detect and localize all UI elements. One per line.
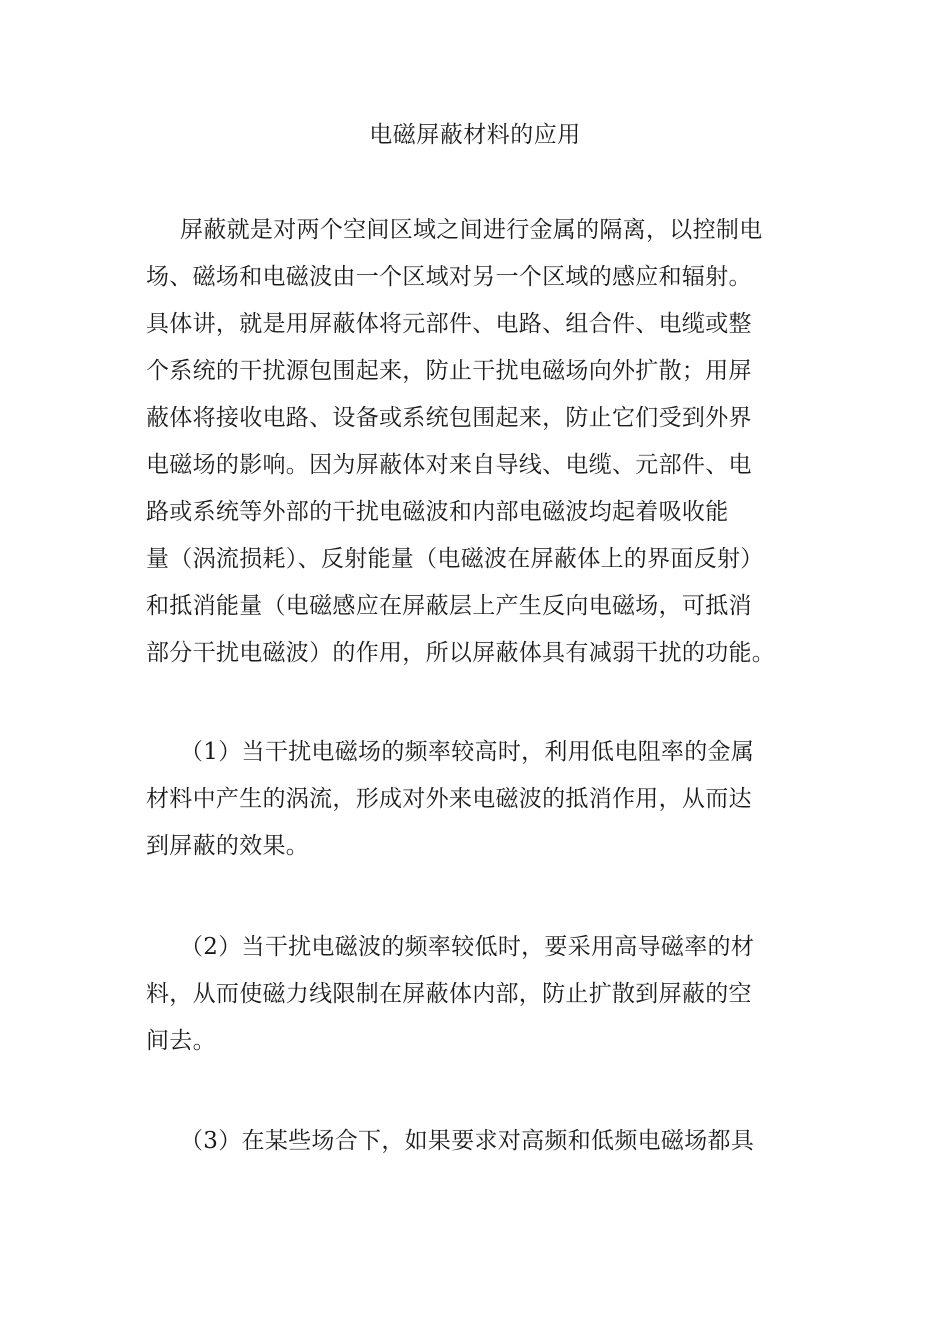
list-item-line: 料，从而使磁力线限制在屏蔽体内部，防止扩散到屏蔽的空 [146,981,752,1007]
paragraph-line: 场、磁场和电磁波由一个区域对另一个区域的感应和辐射。 [146,264,752,290]
list-item-line: 到屏蔽的效果。 [146,833,310,859]
paragraph-line: 电磁场的影响。因为屏蔽体对来自导线、电缆、元部件、电 [146,452,752,478]
paragraph-line: 个系统的干扰源包围起来，防止干扰电磁场向外扩散；用屏 [146,358,752,384]
list-item-line: 材料中产生的涡流，形成对外来电磁波的抵消作用，从而达 [146,786,752,812]
paragraph-line: 部分干扰电磁波）的作用，所以屏蔽体具有减弱干扰的功能。 [146,640,776,666]
paragraph-line: 量（涡流损耗）、反射能量（电磁波在屏蔽体上的界面反射） [146,546,764,572]
paragraph-line: 蔽体将接收电路、设备或系统包围起来，防止它们受到外界 [146,405,752,431]
list-item-line: （1）当干扰电磁场的频率较高时，利用低电阻率的金属 [180,739,755,765]
paragraph-line: 路或系统等外部的干扰电磁波和内部电磁波均起着吸收能 [146,499,729,525]
list-item-line: （2）当干扰电磁波的频率较低时，要采用高导磁率的材 [180,934,755,960]
paragraph-line: 屏蔽就是对两个空间区域之间进行金属的隔离，以控制电 [180,217,763,243]
paragraph-line: 和抵消能量（电磁感应在屏蔽层上产生反向电磁场，可抵消 [146,593,752,619]
page-title: 电磁屏蔽材料的应用 [369,122,581,148]
paragraph-line: 具体讲，就是用屏蔽体将元部件、电路、组合件、电缆或整 [146,311,752,337]
list-item-line: （3）在某些场合下，如果要求对高频和低频电磁场都具 [180,1128,755,1154]
list-item-line: 间去。 [146,1028,216,1054]
